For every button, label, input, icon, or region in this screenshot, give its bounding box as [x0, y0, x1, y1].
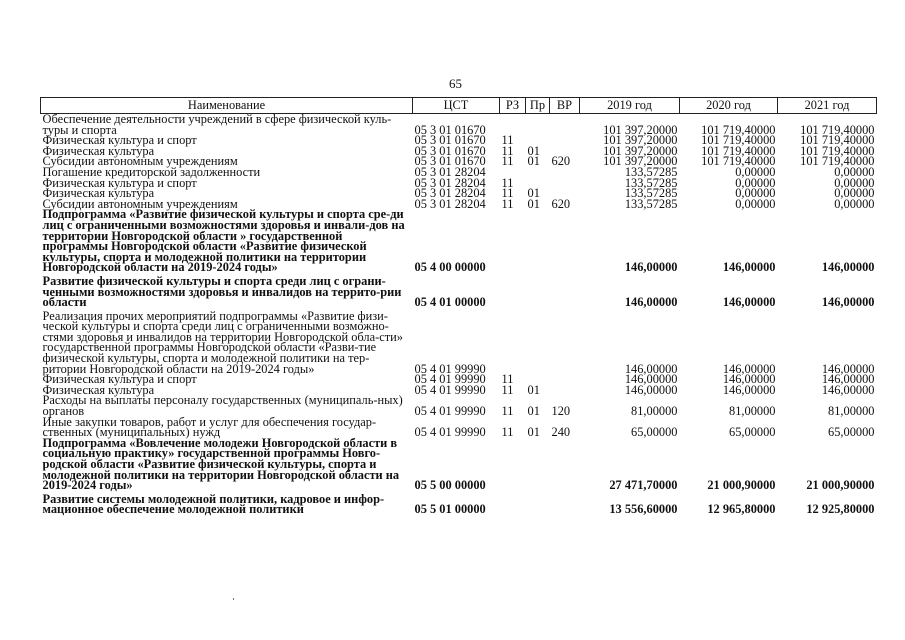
row-pr: 01	[527, 196, 540, 211]
row-rz	[500, 494, 526, 515]
row-name: Субсидии автономным учреждениям	[42, 154, 238, 169]
header-cst: ЦСТ	[413, 98, 500, 114]
row-vr	[550, 438, 580, 494]
page-number: 65	[449, 76, 462, 91]
row-2020: 101 719,40000	[701, 143, 776, 158]
row-pr	[526, 209, 550, 276]
row-cst: 05 4 01 99990	[414, 404, 486, 419]
row-cst: 05 3 01 01670	[414, 154, 486, 169]
row-name: Физическая культура и спорт	[42, 133, 197, 148]
row-2021: 81,00000	[828, 404, 875, 419]
row-rz: 11	[501, 143, 514, 158]
row-2020: 0,00000	[735, 186, 776, 201]
row-rz: 11	[501, 196, 514, 211]
table-row	[41, 417, 877, 438]
row-2020: 146,00000	[722, 295, 776, 310]
header-pr: Пр	[526, 98, 550, 114]
row-name: Расходы на выплаты персоналу государственных (муниципаль-ных) органов	[42, 393, 403, 419]
row-2021: 0,00000	[834, 186, 875, 201]
row-2021: 65,00000	[828, 425, 875, 440]
row-cst: 05 3 01 28204	[414, 164, 486, 179]
header-rz: РЗ	[500, 98, 526, 114]
row-rz	[500, 276, 526, 311]
row-vr	[550, 209, 580, 276]
row-rz: 11	[501, 372, 514, 387]
header-name: Наименование	[41, 98, 413, 114]
row-2019: 133,57285	[624, 196, 678, 211]
row-2020: 101 719,40000	[701, 133, 776, 148]
row-2019: 133,57285	[624, 175, 678, 190]
row-2019: 13 556,60000	[609, 502, 678, 517]
row-2020: 21 000,90000	[707, 478, 776, 493]
row-2019: 101 397,20000	[603, 122, 678, 137]
header-2020: 2020 год	[680, 98, 778, 114]
row-name: Подпрограмма «Развитие физической культуры и спорта сре-ди лиц с ограниченными возможностями здоровья и инвали-дов на территории Новгородской области » государственной программы Новгородской области «Развитие физической культуры, спорта и молодежной политики на территории Новгородской области на 2019-2024 годы»	[42, 207, 405, 275]
row-2020: 146,00000	[722, 361, 776, 376]
row-rz: 11	[501, 133, 514, 148]
row-cst: 05 3 01 28204	[414, 186, 486, 201]
row-vr	[550, 494, 580, 515]
row-name: Физическая культура	[42, 143, 155, 158]
row-2021: 12 925,80000	[806, 502, 875, 517]
row-pr	[526, 311, 550, 375]
row-2019: 27 471,70000	[609, 478, 678, 493]
row-vr: 620	[551, 154, 571, 169]
row-vr: 120	[551, 404, 571, 419]
table-row	[41, 276, 877, 311]
row-2019: 101 397,20000	[603, 143, 678, 158]
row-2019: 146,00000	[624, 382, 678, 397]
row-2021: 0,00000	[834, 175, 875, 190]
row-2021: 101 719,40000	[800, 143, 875, 158]
row-vr	[550, 135, 580, 146]
row-pr: 01	[527, 143, 540, 158]
row-2021: 0,00000	[834, 164, 875, 179]
row-cst: 05 3 01 01670	[414, 133, 486, 148]
row-rz: 11	[501, 154, 514, 169]
row-pr: 01	[527, 404, 540, 419]
row-pr	[526, 167, 550, 178]
row-name: Физическая культура	[42, 382, 155, 397]
row-2021: 146,00000	[821, 382, 875, 397]
row-2020: 146,00000	[722, 382, 776, 397]
row-rz: 11	[501, 382, 514, 397]
row-2021: 0,00000	[834, 196, 875, 211]
row-2021: 146,00000	[821, 260, 875, 275]
table-row	[41, 114, 877, 136]
row-2019: 65,00000	[631, 425, 678, 440]
table-body	[41, 114, 877, 515]
row-vr: 240	[551, 425, 571, 440]
row-cst: 05 4 00 00000	[414, 260, 486, 275]
row-2020: 12 965,80000	[707, 502, 776, 517]
row-2021: 101 719,40000	[800, 154, 875, 169]
row-vr	[550, 114, 580, 136]
row-2019: 101 397,20000	[603, 154, 678, 169]
row-name: Иные закупки товаров, работ и услуг для обеспечения государ-ственных (муниципальных) нужд	[42, 414, 377, 440]
row-vr	[550, 276, 580, 311]
row-rz	[500, 311, 526, 375]
row-cst: 05 3 01 01670	[414, 143, 486, 158]
row-name: Физическая культура и спорт	[42, 372, 197, 387]
row-pr	[526, 276, 550, 311]
row-name: Физическая культура	[42, 186, 155, 201]
row-2021: 21 000,90000	[806, 478, 875, 493]
row-vr	[550, 374, 580, 385]
row-pr: 01	[527, 382, 540, 397]
row-cst: 05 3 01 28204	[414, 175, 486, 190]
header-vr: ВР	[550, 98, 580, 114]
row-2019: 146,00000	[624, 295, 678, 310]
row-name: Развитие системы молодежной политики, кадровое и инфор-мационное обеспечение молодежной политики	[42, 491, 385, 517]
row-2021: 101 719,40000	[800, 122, 875, 137]
row-cst: 05 4 01 99990	[414, 361, 486, 376]
row-2019: 146,00000	[624, 372, 678, 387]
header-2021: 2021 год	[778, 98, 877, 114]
row-2020: 146,00000	[722, 260, 776, 275]
row-name: Обеспечение деятельности учреждений в сфере физической куль-туры и спорта	[42, 112, 392, 137]
row-pr: 01	[527, 425, 540, 440]
table-row	[41, 209, 877, 276]
row-2020: 101 719,40000	[701, 122, 776, 137]
row-vr	[550, 178, 580, 189]
row-2020: 0,00000	[735, 175, 776, 190]
row-pr	[526, 494, 550, 515]
table-row	[41, 311, 877, 375]
row-name: Реализация прочих мероприятий подпрограммы «Развитие физи-ческой культуры и спорта среди лиц с ограниченными возможно-стями здоровья и инвалидов на территории Новгородской обла-сти» государственной программы Новгородской области «Разви-тие физической культуры, спорта и молодежной политики на тер-ритории Новгородской области на 2019-2024 годы»	[42, 308, 403, 376]
row-cst: 05 4 01 99990	[414, 425, 486, 440]
row-2019: 133,57285	[624, 164, 678, 179]
row-2021: 146,00000	[821, 361, 875, 376]
table-row	[41, 438, 877, 494]
row-2020: 0,00000	[735, 164, 776, 179]
row-cst: 05 3 01 01670	[414, 122, 486, 137]
row-rz: 11	[501, 404, 514, 419]
row-2020: 81,00000	[729, 404, 776, 419]
row-rz	[500, 114, 526, 136]
row-name: Погашение кредиторской задолженности	[42, 164, 261, 179]
budget-table	[40, 97, 877, 515]
row-rz: 11	[501, 425, 514, 440]
row-2019: 101 397,20000	[603, 133, 678, 148]
header-2019: 2019 год	[580, 98, 680, 114]
row-name: Субсидии автономным учреждениям	[42, 196, 238, 211]
row-rz: 11	[501, 175, 514, 190]
row-2020: 65,00000	[729, 425, 776, 440]
row-cst: 05 4 01 99990	[414, 382, 486, 397]
row-vr	[550, 311, 580, 375]
row-pr: 01	[527, 154, 540, 169]
row-pr	[526, 438, 550, 494]
row-2020: 0,00000	[735, 196, 776, 211]
scan-mark	[233, 598, 234, 600]
row-cst: 05 3 01 28204	[414, 196, 486, 211]
row-2019: 146,00000	[624, 361, 678, 376]
row-2019: 81,00000	[631, 404, 678, 419]
row-name: Развитие физической культуры и спорта среди лиц с ограни-ченными возможностями здоровья и инвалидов на террито-рии области	[42, 273, 402, 310]
table-row	[41, 494, 877, 515]
row-cst: 05 4 01 99990	[414, 372, 486, 387]
row-2020: 146,00000	[722, 372, 776, 387]
row-2021: 146,00000	[821, 372, 875, 387]
row-rz	[500, 438, 526, 494]
row-pr	[526, 114, 550, 136]
row-vr: 620	[551, 196, 571, 211]
row-rz	[500, 209, 526, 276]
row-2021: 101 719,40000	[800, 133, 875, 148]
row-2021: 146,00000	[821, 295, 875, 310]
row-vr	[550, 385, 580, 396]
row-2019: 133,57285	[624, 186, 678, 201]
row-name: Физическая культура и спорт	[42, 175, 197, 190]
row-cst: 05 5 00 00000	[414, 478, 486, 493]
row-2020: 101 719,40000	[701, 154, 776, 169]
row-rz: 11	[501, 186, 514, 201]
row-cst: 05 5 01 00000	[414, 502, 486, 517]
table-row	[41, 395, 877, 416]
row-2019: 146,00000	[624, 260, 678, 275]
row-pr: 01	[527, 186, 540, 201]
row-cst: 05 4 01 00000	[414, 295, 486, 310]
row-vr	[550, 167, 580, 178]
row-name: Подпрограмма «Вовлечение молодежи Новгородской области в социальную практику» государственной программы Новго-родской области «Развитие физической культуры, спорта и молодежной политики на территории Новгородской области на 2019-2024 годы»	[42, 435, 400, 493]
